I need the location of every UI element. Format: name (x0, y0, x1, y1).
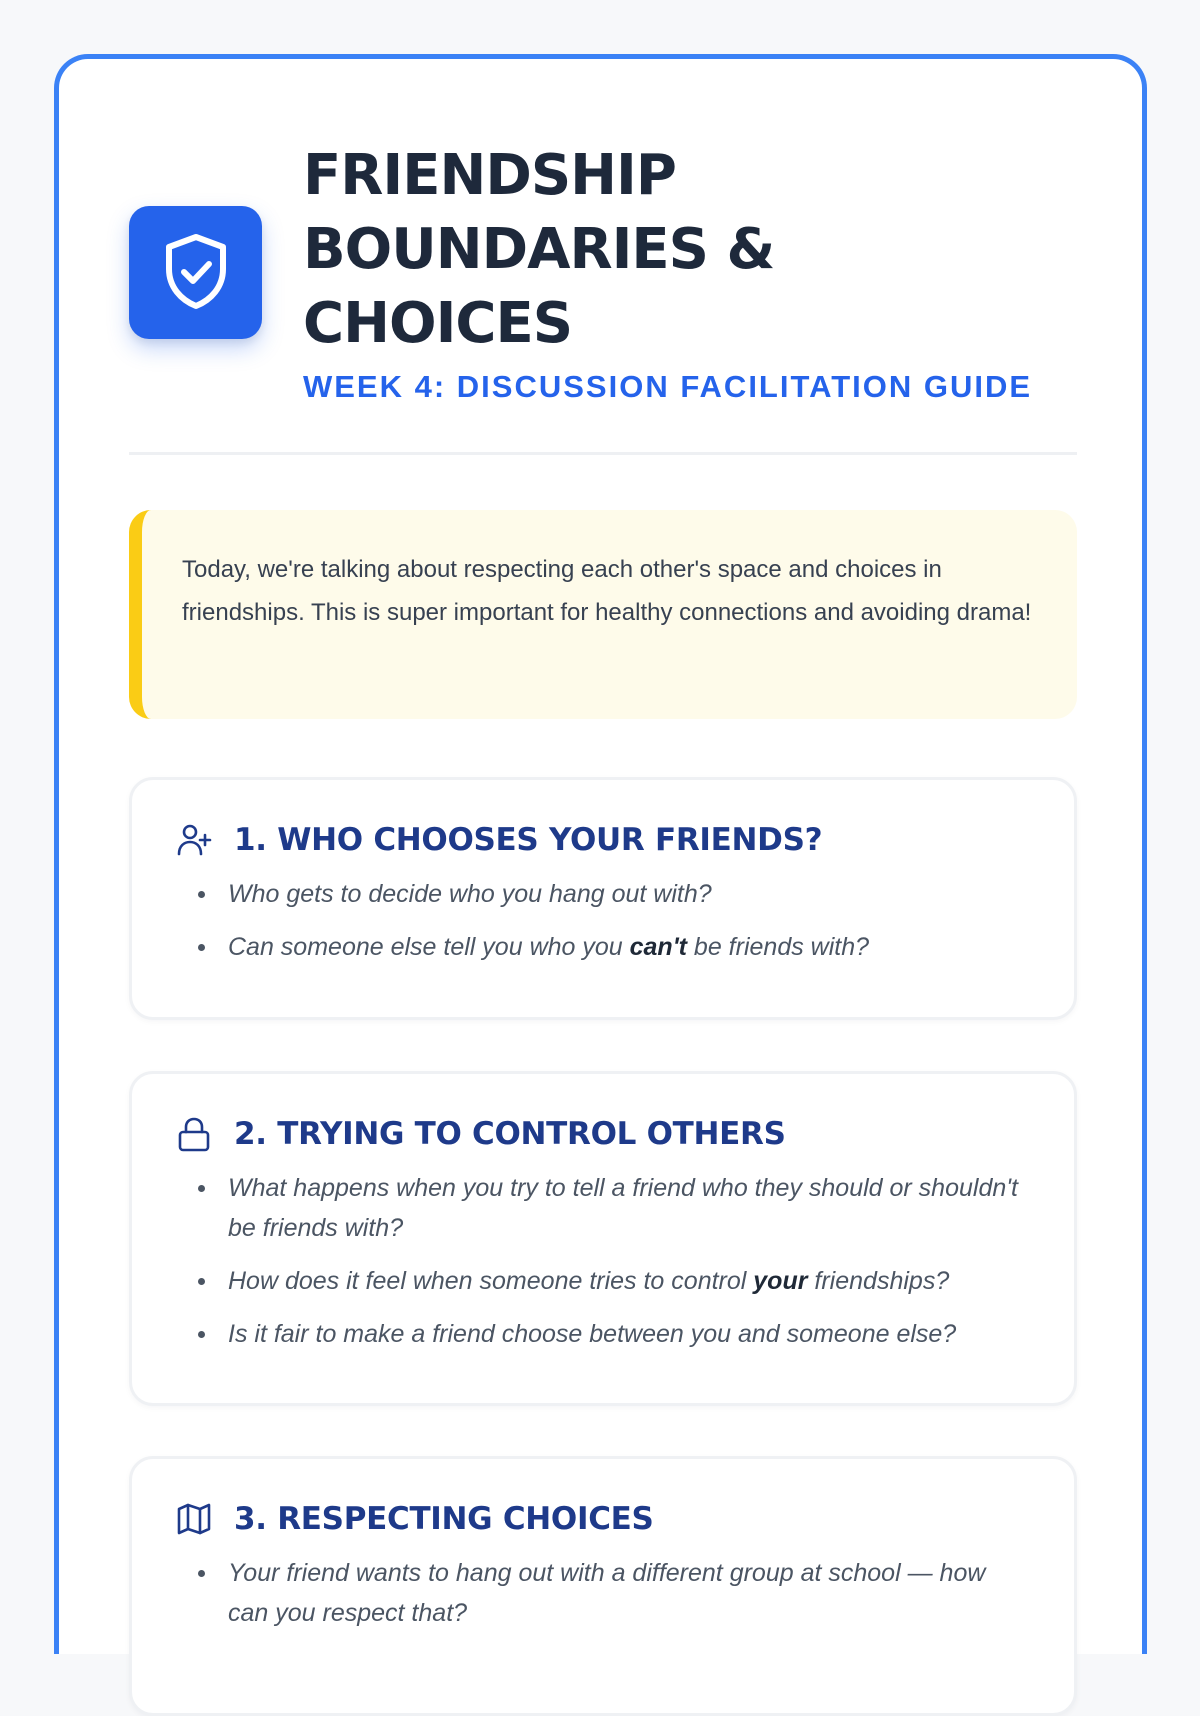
user-plus-icon (176, 822, 212, 858)
section-respecting-choices (129, 1456, 1077, 1716)
question-item: Your friend wants to hang out with a different group at school — how can you respect that? (228, 1553, 1030, 1633)
intro-callout (129, 510, 1077, 719)
intro-text: Today, we're talking about respecting each other's space and choices in friendships. This is super important for healthy connections and avoiding drama! (182, 556, 1032, 626)
question-list (176, 874, 1030, 967)
question-item: How does it feel when someone tries to control your friendships? (228, 1261, 1030, 1301)
page-subtitle: WEEK 4: DISCUSSION FACILITATION GUIDE (303, 369, 1033, 404)
page-header (129, 139, 1059, 405)
question-item: What happens when you try to tell a friend who they should or shouldn't be friends with? (228, 1168, 1030, 1248)
section-header (176, 1116, 1030, 1152)
section-who-chooses (129, 777, 1077, 1020)
map-icon (176, 1501, 212, 1537)
question-item: Who gets to decide who you hang out with? (228, 874, 1030, 914)
shield-check-icon (129, 206, 262, 339)
title-block (303, 139, 1032, 405)
guide-card (54, 54, 1147, 1654)
section-title: 2. TRYING TO CONTROL OTHERS (234, 1116, 786, 1152)
emphasis: can't (629, 933, 687, 961)
section-header (176, 822, 1030, 858)
section-title: 1. WHO CHOOSES YOUR FRIENDS? (234, 822, 823, 858)
lock-icon (176, 1116, 212, 1152)
section-title: 3. RESPECTING CHOICES (234, 1501, 654, 1537)
section-header (176, 1501, 1030, 1537)
emphasis: your (753, 1267, 808, 1295)
section-control-others (129, 1071, 1077, 1406)
question-item: Can someone else tell you who you can't be friends with? (228, 927, 1030, 967)
question-list (176, 1553, 1030, 1633)
page-title: FRIENDSHIP BOUNDARIES & CHOICES (303, 143, 775, 356)
question-item: Is it fair to make a friend choose between you and someone else? (228, 1314, 1030, 1354)
question-list (176, 1168, 1030, 1354)
header-divider (129, 452, 1077, 455)
